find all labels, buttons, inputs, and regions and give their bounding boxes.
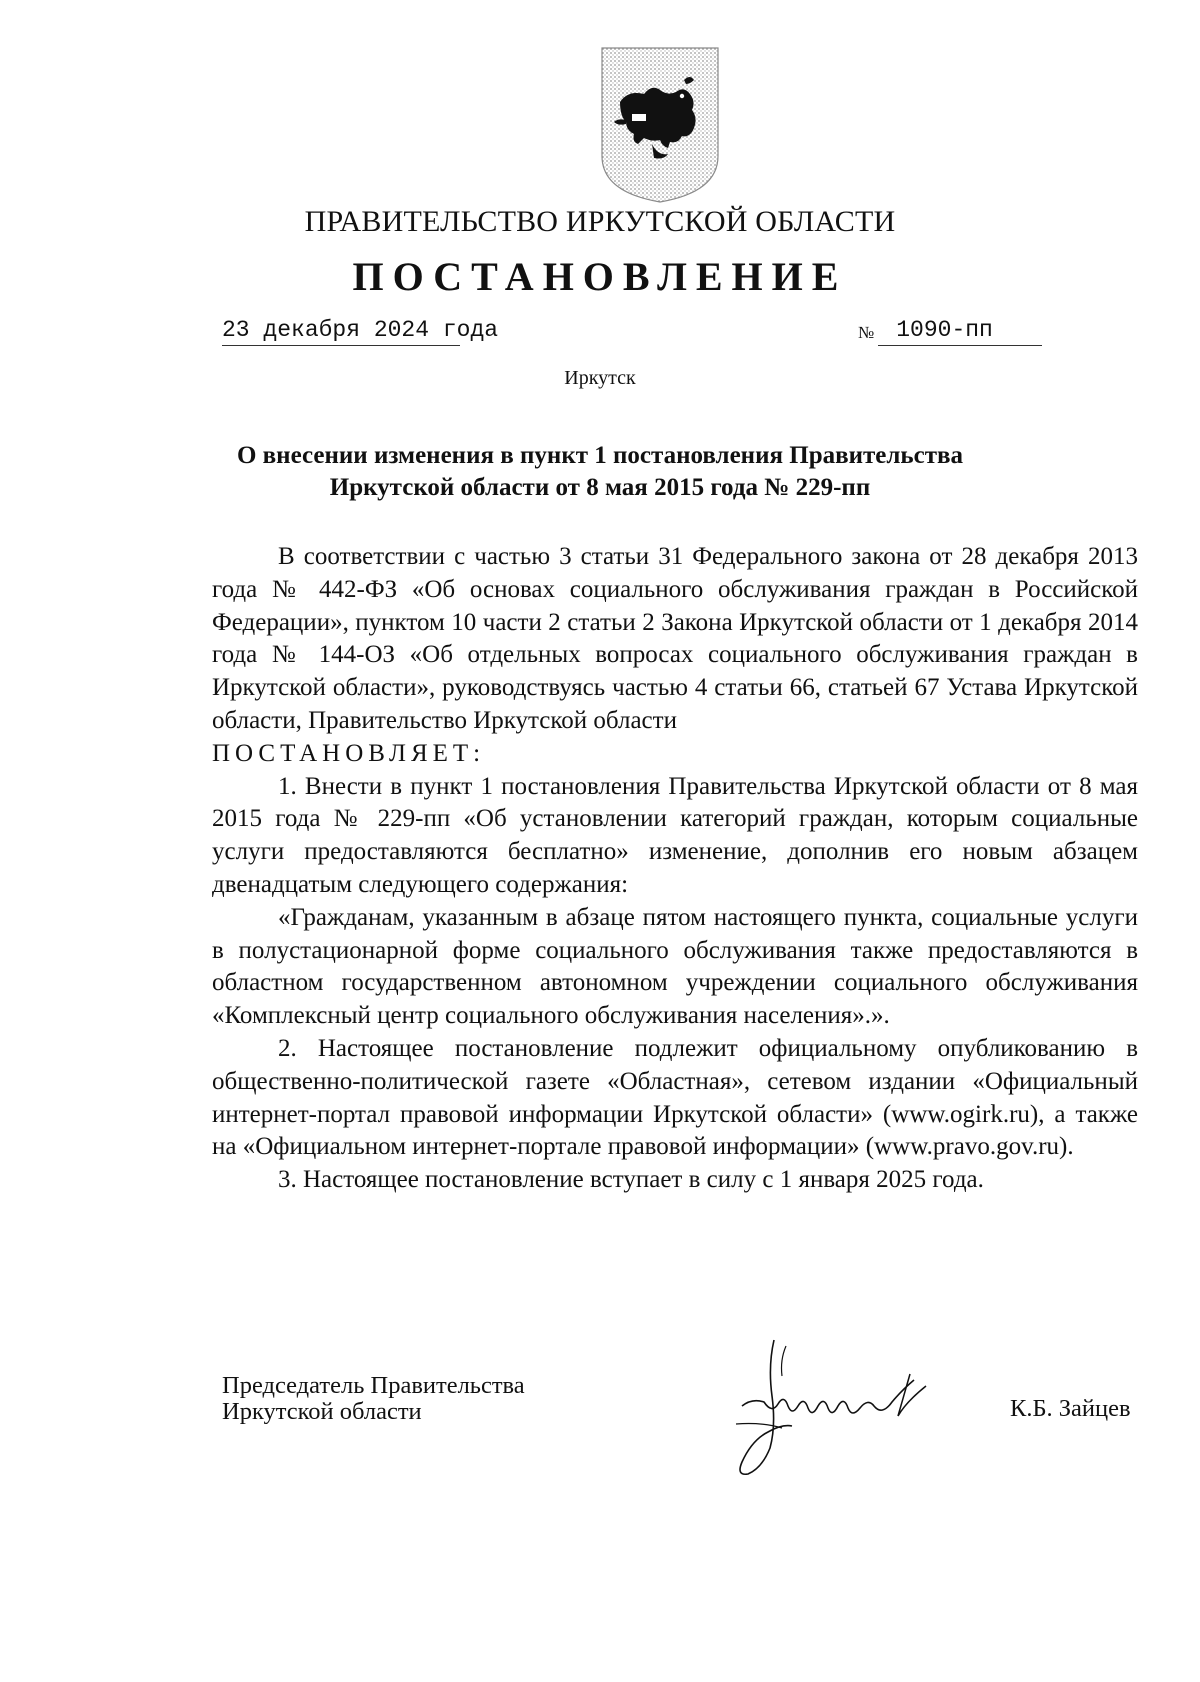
- document-date: 23 декабря 2024 года: [222, 317, 460, 346]
- coat-of-arms-icon: [598, 44, 722, 204]
- document-number: 1090-пп: [878, 317, 1042, 346]
- document-type: ПОСТАНОВЛЕНИЕ: [352, 254, 848, 299]
- signatory-name: К.Б. Зайцев: [1010, 1395, 1131, 1422]
- number-sign: №: [858, 323, 875, 342]
- government-name: ПРАВИТЕЛЬСТВО ИРКУТСКОЙ ОБЛАСТИ: [304, 205, 896, 238]
- quote-paragraph: «Гражданам, указанным в абзаце пятом настоящего пункта, социальные услуги в полустационарной форме социального обслуживания также предоставляются в областном государственном автономном учреждении социального обслуживания «Комплексный центр социального обслуживания населения».».: [212, 903, 1138, 1030]
- decree-word: ПОСТАНОВЛЯЕТ:: [212, 739, 486, 767]
- document-title: [0, 440, 1200, 504]
- item-3-paragraph: 3. Настоящее постановление вступает в силу с 1 января 2025 года.: [278, 1166, 984, 1194]
- item-1-paragraph: 1. Внести в пункт 1 постановления Правительства Иркутской области от 8 мая 2015 года № 229-пп «Об установлении категорий граждан, которым социальные услуги предоставляются бесплатно» изменение, дополнив его новым абзацем двенадцатым следующего содержания:: [212, 772, 1138, 898]
- position-line-2: Иркутской области: [222, 1398, 422, 1425]
- title-line-2: Иркутской области от 8 мая 2015 года № 229-пп: [329, 474, 871, 501]
- title-line-1: О внесении изменения в пункт 1 постановления Правительства: [236, 442, 963, 469]
- document-body: [212, 541, 1138, 1197]
- preamble-paragraph: В соответствии с частью 3 статьи 31 Федерального закона от 28 декабря 2013 года № 442-ФЗ «Об основах социального обслуживания граждан в Российской Федерации», пунктом 10 части 2 статьи 2 Закона Иркутской области от 1 декабря 2014 года № 144-ОЗ «Об отдельных вопросах социального обслуживания граждан в Иркутской области», руководствуясь частью 4 статьи 66, статьей 67 Устава Иркутской области, Правительство Иркутской области: [212, 543, 1138, 734]
- item-2-paragraph: 2. Настоящее постановление подлежит официальному опубликованию в общественно-политической газете «Областная», сетевом издании «Официальный интернет-портал правовой информации Иркутской области» (www.ogirk.ru), а также на «Официальном интернет-портале правовой информации» (www.pravo.gov.ru).: [212, 1034, 1138, 1161]
- position-line-1: Председатель Правительства: [222, 1372, 525, 1399]
- handwritten-signature: [722, 1336, 966, 1486]
- city: Иркутск: [564, 367, 636, 389]
- signatory-position: [222, 1373, 525, 1425]
- document-number-field: [858, 317, 1050, 346]
